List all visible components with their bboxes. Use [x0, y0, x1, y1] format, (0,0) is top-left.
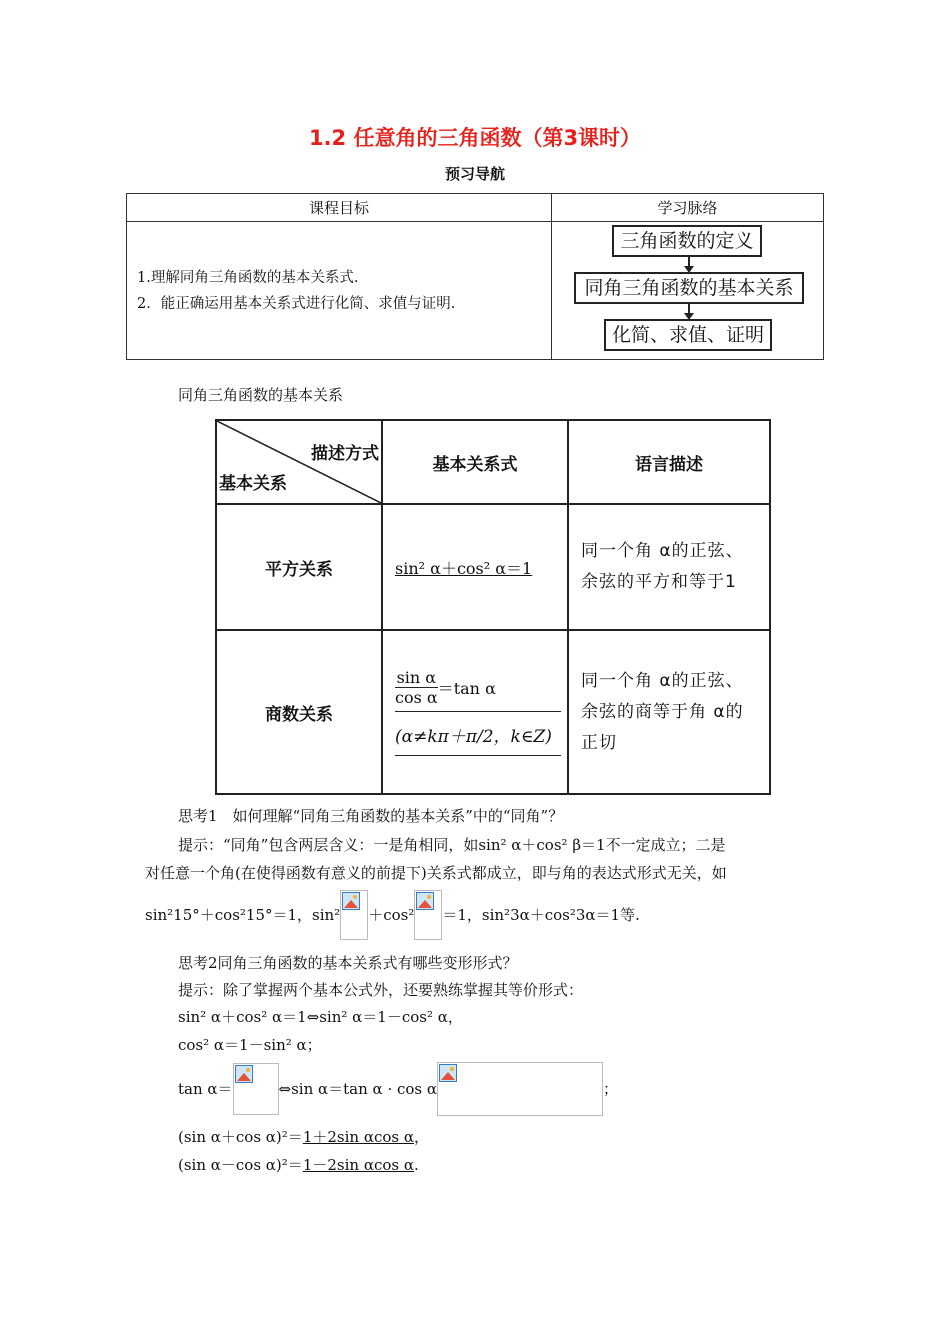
row-quotient-description: 同一个角 α的正弦、余弦的商等于角 α的正切	[568, 630, 770, 794]
formula-3-c: ；	[603, 1080, 619, 1098]
fraction-denominator: cos α	[395, 688, 438, 707]
think1-example-c: ＝1，sin²3α＋cos²3α＝1等.	[442, 906, 640, 924]
formula-5-a: (sin α－cos α)²＝	[178, 1156, 303, 1174]
formula-4-c: ，	[413, 1128, 429, 1146]
image-placeholder-icon	[233, 1063, 279, 1115]
formula-2: cos² α＝1－sin² α；	[178, 1036, 322, 1054]
row-square-description: 同一个角 α的正弦、余弦的平方和等于1	[568, 504, 770, 630]
formula-5-c: .	[413, 1156, 419, 1174]
goals-header: 课程目标	[127, 194, 552, 222]
formula-4-a: (sin α＋cos α)²＝	[178, 1128, 303, 1146]
goals-table	[126, 193, 824, 360]
formula-3	[178, 1062, 618, 1116]
page-title: 1.2 任意角的三角函数（第3课时）	[308, 126, 642, 150]
flow-header: 学习脉络	[552, 194, 824, 222]
section-heading: 同角三角函数的基本关系	[178, 386, 344, 404]
description-header: 语言描述	[568, 420, 770, 504]
flow-box-relation: 同角三角函数的基本关系	[574, 272, 804, 304]
flow-box-definition: 三角函数的定义	[612, 225, 762, 257]
row-square-formula: sin² α＋cos² α＝1	[395, 558, 533, 578]
formula-4-answer: 1＋2sin αcos α	[302, 1128, 414, 1146]
think1-question: 思考1 如何理解“同角三角函数的基本关系”中的“同角”？	[178, 807, 564, 825]
quotient-condition: (α≠kπ＋π/2，k∈Z)	[395, 722, 561, 756]
formula-5-answer: 1－2sin αcos α	[302, 1156, 414, 1174]
quotient-equals: ＝tan α	[437, 679, 496, 698]
formula-5	[178, 1155, 419, 1175]
think1-hint-line1: 提示：“同角”包含两层含义：一是角相同，如sin² α＋cos² β＝1不一定成立；二是	[178, 836, 726, 854]
think1-example-a: sin²15°＋cos²15°＝1，sin²	[145, 906, 341, 924]
subtitle: 预习导航	[444, 165, 505, 183]
think1-example-b: ＋cos²	[368, 906, 415, 924]
row-quotient-name: 商数关系	[216, 630, 382, 794]
relation-table	[215, 419, 771, 795]
formula-1: sin² α＋cos² α＝1⇔sin² α＝1－cos² α，	[178, 1008, 463, 1026]
fraction-numerator: sin α	[396, 668, 437, 687]
formula-header: 基本关系式	[382, 420, 568, 504]
formula-3-a: tan α＝	[178, 1080, 233, 1098]
goals-cell	[127, 222, 552, 360]
flow-cell	[552, 222, 824, 360]
image-placeholder-icon	[340, 890, 368, 940]
think2-hint: 提示：除了掌握两个基本公式外，还要熟练掌握其等价形式：	[178, 981, 584, 999]
flow-arrow-1	[688, 257, 690, 267]
think1-hint-line2: 对任意一个角(在使得函数有意义的前提下)关系式都成立，即与角的表达式形式无关，如	[145, 864, 727, 882]
row-square-formula-cell	[382, 504, 568, 630]
corner-bottom-label: 基本关系	[219, 474, 287, 494]
formula-4	[178, 1127, 429, 1147]
row-quotient-formula-cell	[382, 630, 568, 794]
row-square-name: 平方关系	[216, 504, 382, 630]
image-placeholder-icon	[414, 890, 442, 940]
image-placeholder-icon	[437, 1062, 603, 1116]
formula-3-b: ⇔sin α＝tan α · cos α	[278, 1080, 438, 1098]
flow-diagram	[552, 222, 823, 359]
goal-1: 1.理解同角三角函数的基本关系式.	[137, 269, 359, 286]
flow-box-applications: 化简、求值、证明	[604, 319, 772, 351]
goal-2: 2．能正确运用基本关系式进行化简、求值与证明.	[137, 295, 456, 312]
flow-arrow-2	[688, 304, 690, 314]
think1-examples	[145, 890, 640, 940]
think2-question: 思考2同角三角函数的基本关系式有哪些变形形式？	[178, 954, 518, 972]
corner-cell	[216, 420, 382, 504]
corner-top-label: 描述方式	[311, 444, 379, 464]
